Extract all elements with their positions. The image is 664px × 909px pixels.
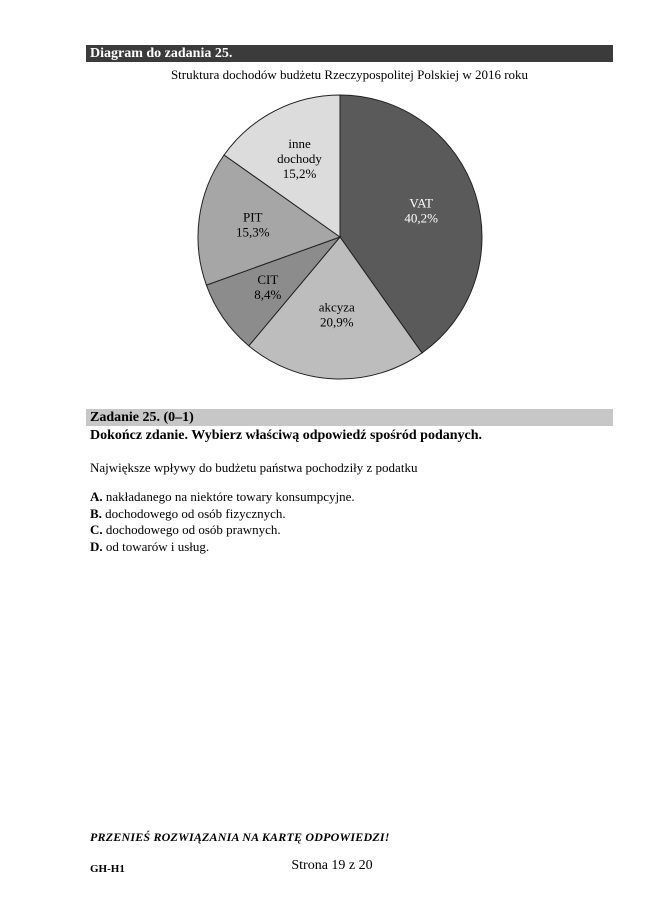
pie-label-inne-dochody-2: 15,2% [282, 165, 317, 181]
answer-a: A. nakładanego na niektóre towary konsumpcyjne. [90, 489, 355, 504]
pie-label-PIT-1: 15,3% [235, 224, 270, 240]
pie-label-PIT-0: PIT [243, 209, 263, 225]
pie-label-CIT-0: CIT [257, 271, 279, 287]
pie-label-CIT-1: 8,4% [254, 286, 282, 302]
pie-label-VAT-1: 40,2% [404, 210, 438, 226]
pie-label-akcyza-0: akcyza [318, 299, 355, 315]
pie-label-akcyza-1: 20,9% [320, 314, 354, 330]
task-header: Zadanie 25. (0–1) [86, 409, 613, 426]
pie-label-inne-dochody-0: inne [288, 135, 311, 151]
task-question: Największe wpływy do budżetu państwa pochodziły z podatku [90, 460, 418, 475]
answer-d: D. od towarów i usług. [90, 538, 210, 554]
footer-note: PRZENIEŚ ROZWIĄZANIA NA KARTĘ ODPOWIEDZI! [90, 830, 390, 844]
diagram-header: Diagram do zadania 25. [86, 45, 613, 62]
page-number: Strona 19 z 20 [291, 858, 373, 873]
answer-c: C. dochodowego od osób prawnych. [90, 522, 281, 537]
pie-chart [190, 87, 490, 387]
pie-label-inne-dochody-1: dochody [277, 150, 322, 166]
chart-title: Struktura dochodów budżetu Rzeczypospolitej Polskiej w 2016 roku [170, 67, 529, 82]
task-instruction: Dokończ zdanie. Wybierz właściwą odpowiedź spośród podanych. [90, 428, 483, 443]
footer-code: GH-H1 [90, 863, 125, 875]
answer-list [90, 489, 355, 555]
answer-b: B. dochodowego od osób fizycznych. [90, 505, 286, 521]
pie-label-VAT-0: VAT [409, 195, 433, 211]
